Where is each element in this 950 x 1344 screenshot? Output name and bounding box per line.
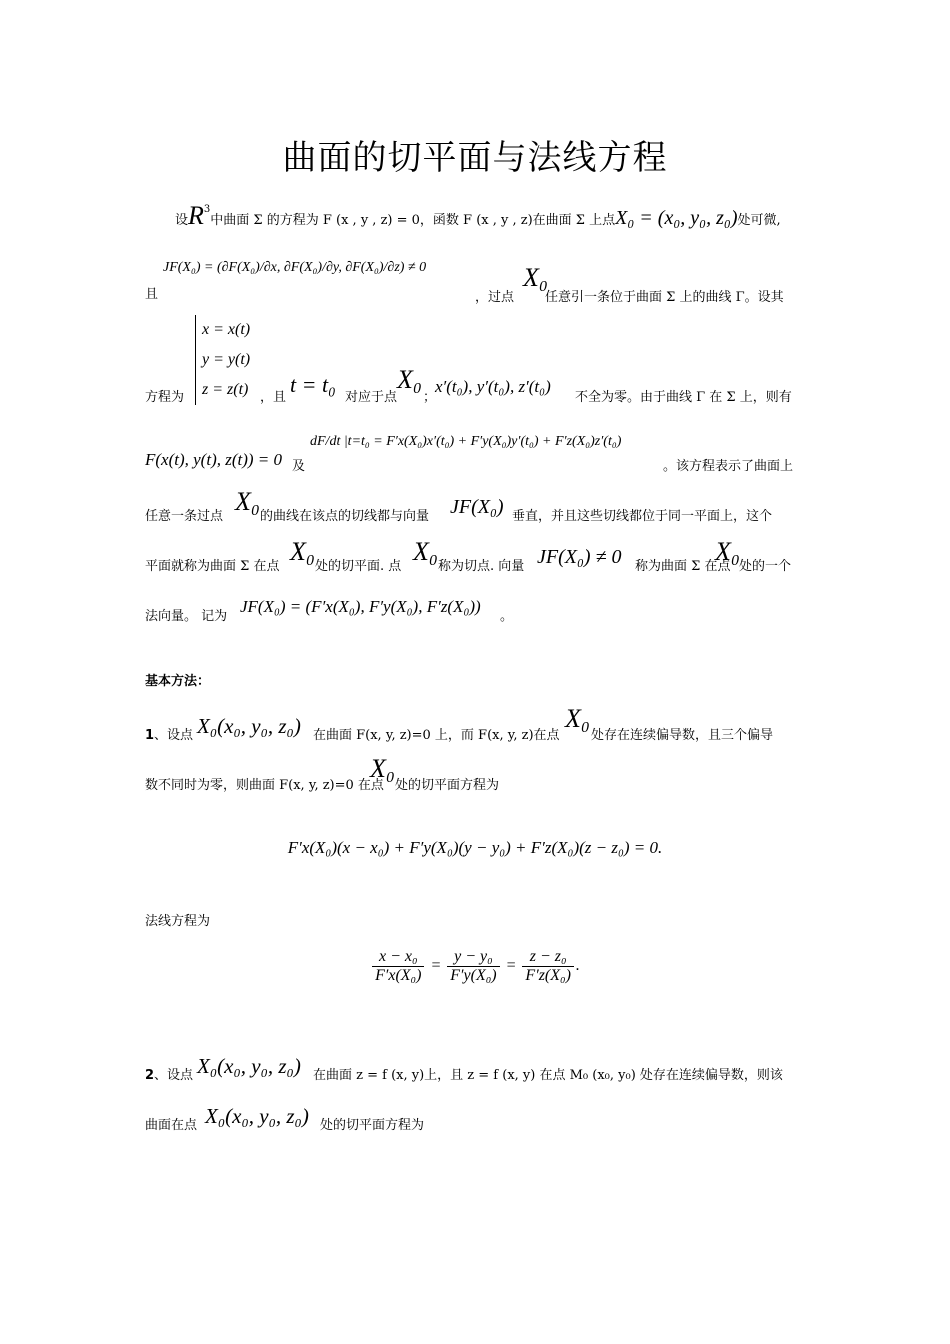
method-number: 2: [145, 1068, 155, 1083]
text: 。: [500, 609, 514, 624]
intro-line-1: [175, 200, 840, 231]
intro-line-5: [145, 487, 810, 525]
intro-line-3: [145, 315, 810, 410]
text: 的曲线在该点的切线都与向量: [260, 509, 430, 524]
text: 。该方程表示了曲面上: [663, 459, 794, 474]
text: 方程为: [145, 390, 185, 405]
chain-rule: dF/dt |t=t₀ = F′x(X₀)x′(t₀) + F′y(X₀)y′(t₀) + F′z(X₀)z′(t₀): [310, 434, 622, 449]
text: 称为切点. 向量: [438, 559, 525, 574]
text: ，且: [260, 390, 287, 405]
param-system: [195, 315, 250, 405]
text: 处的切平面. 点: [315, 559, 402, 574]
text: 垂直，并且这些切线都位于同一平面上，这个: [512, 509, 773, 524]
text: 处存在连续偏导数，且三个偏导: [591, 728, 774, 743]
x0-symbol: X₀: [235, 487, 260, 516]
text: 数不同时为零，则曲面 F(x, y, z)=0 在点: [145, 778, 384, 793]
page-title: 曲面的切平面与法线方程: [282, 138, 668, 178]
den-z: F′z(X₀): [525, 967, 571, 984]
point-x0-coords: X₀(x₀, y₀, z₀): [197, 714, 301, 738]
text: 处的切平面方程为: [320, 1118, 425, 1133]
text: ，过点: [475, 290, 515, 305]
fraction-y: [447, 948, 499, 985]
text: 设: [175, 213, 189, 228]
text: 曲面在点: [145, 1118, 198, 1133]
r3-sup: 3: [203, 204, 211, 215]
intro-line-4: [145, 420, 810, 480]
x0-symbol: X₀: [290, 537, 315, 566]
equals-sign: =: [505, 957, 517, 975]
x0-symbol: X₀: [370, 754, 395, 783]
text: 任意引一条位于曲面 Σ 上的曲线 Γ。设其: [545, 290, 784, 305]
text: 处的切平面方程为: [395, 778, 500, 793]
point-x0-coords: X₀(x₀, y₀, z₀): [197, 1054, 301, 1078]
text: 且: [145, 287, 159, 302]
num-z: z − z₀: [522, 948, 574, 967]
text: 处可微,: [737, 213, 781, 228]
text: 平面就称为曲面 Σ 在点: [145, 559, 280, 574]
method-number: 1: [145, 728, 155, 743]
f-composite: F(x(t), y(t), z(t)) = 0: [145, 450, 283, 469]
x0-symbol: X₀: [413, 537, 438, 566]
num-y: y − y₀: [447, 948, 499, 967]
normal-line-label: 法线方程为: [145, 914, 211, 929]
method-2-line-2: [145, 1102, 810, 1132]
equals-sign: =: [430, 957, 442, 975]
text: 及: [292, 459, 306, 474]
method-2-line-1: [145, 1052, 810, 1082]
text: ；: [423, 390, 437, 405]
method-1-line-1: [145, 704, 810, 743]
gradient-formula: JF(X₀) = (∂F(X₀)/∂x, ∂F(X₀)/∂y, ∂F(X₀)/∂z) ≠ 0: [163, 260, 427, 275]
normal-line-equation: [0, 948, 950, 985]
text: 处的一个: [739, 559, 792, 574]
den-x: F′x(X₀): [375, 967, 422, 984]
normal-vector: JF(X₀) = (F′x(X₀), F′y(X₀), F′z(X₀)): [240, 597, 481, 616]
t-eq-t0: t = t₀: [290, 372, 336, 397]
intro-line-7: [145, 595, 810, 625]
sys-y: y = y(t): [202, 351, 251, 368]
methods-heading: 基本方法：: [145, 674, 211, 689]
text: 任意一条过点: [145, 509, 224, 524]
intro-line-2: [145, 250, 810, 305]
x0-symbol: X₀: [715, 537, 740, 566]
sys-x: x = x(t): [202, 321, 251, 338]
text: 、设点: [154, 1068, 194, 1083]
text: 、设点: [154, 728, 194, 743]
intro-line-6: [145, 537, 810, 575]
text: 在曲面 z = f (x, y)上，且 z = f (x, y) 在点 M₀ (x₀, y₀) 处存在连续偏导数，则该: [313, 1068, 783, 1083]
x0-symbol: X₀: [397, 365, 422, 394]
jf-vector: JF(X₀): [450, 496, 504, 518]
den-y: F′y(X₀): [450, 967, 497, 984]
text: 在曲面 F(x, y, z)=0 上，而 F(x, y, z)在点: [313, 728, 560, 743]
period: .: [575, 957, 580, 975]
r3-symbol: R: [188, 201, 204, 230]
num-x: x − x₀: [372, 948, 424, 967]
text: 中曲面 Σ 的方程为 F (x , y , z) = 0，函数 F (x , y , z)在曲面 Σ 上点: [210, 213, 616, 228]
point-x0-coords: X₀(x₀, y₀, z₀): [205, 1104, 309, 1128]
method-1-line-2: [145, 754, 810, 793]
jf-nonzero: JF(X₀) ≠ 0: [537, 546, 622, 568]
text: 不全为零。由于曲线 Γ 在 Σ 上，则有: [575, 390, 792, 405]
sys-z: z = z(t): [202, 381, 249, 398]
point-x0-coords: X₀ = (x₀, y₀, z₀): [615, 207, 738, 229]
fraction-z: [522, 948, 574, 985]
x0-symbol: X₀: [565, 704, 590, 733]
text: 称为曲面 Σ 在点: [635, 559, 731, 574]
x0-symbol: X₀: [523, 263, 548, 292]
derivatives: x′(t₀), y′(t₀), z′(t₀): [435, 377, 551, 396]
fraction-x: [372, 948, 424, 985]
tangent-plane-equation: F′x(X₀)(x − x₀) + F′y(X₀)(y − y₀) + F′z(X₀)(z − z₀) = 0.: [287, 838, 663, 857]
text: 对应于点: [345, 390, 398, 405]
text: 法向量。 记为: [145, 609, 228, 624]
